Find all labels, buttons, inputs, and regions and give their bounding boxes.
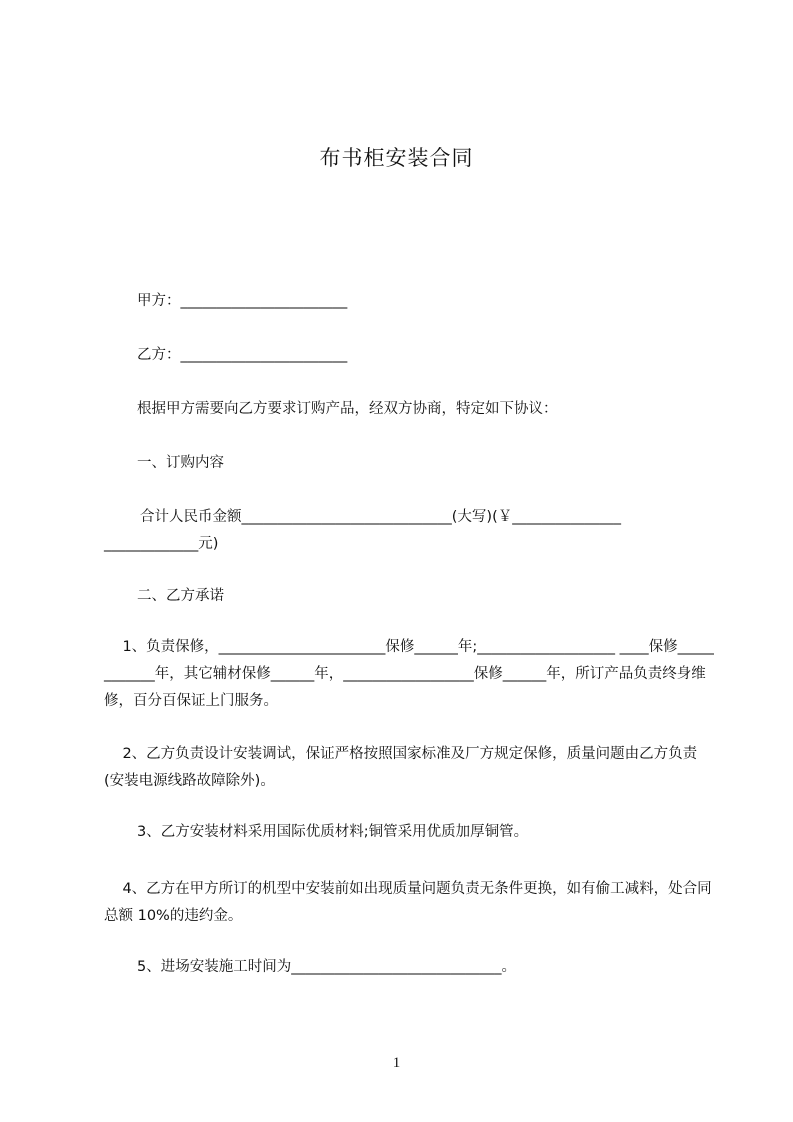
section-1-heading: 一、订购内容 bbox=[137, 455, 224, 471]
amount-line-2: _____________元) bbox=[104, 536, 219, 552]
promise-4-paragraph: 4、乙方在甲方所订的机型中安装前如出现质量问题负责无条件更换，如有偷工减料，处合同总额 10%的违约金。 bbox=[104, 881, 712, 924]
promise-3-paragraph: 3、乙方安装材料采用国际优质材料;铜管采用优质加厚铜管。 bbox=[137, 824, 529, 840]
document-title: 布书柜安装合同 bbox=[319, 146, 474, 170]
amount-line-1: 合计人民币金额_____________________________(大写)(￥_______________ bbox=[140, 509, 621, 525]
promise-2-paragraph: 2、乙方负责设计安装调试，保证严格按照国家标准及厂方规定保修，质量问题由乙方负责(安装电源线路故障除外)。 bbox=[104, 746, 698, 789]
page-number: 1 bbox=[392, 1055, 401, 1071]
party-a-line: 甲方：_______________________ bbox=[137, 293, 348, 309]
promise-1-paragraph: 1、负责保修，_______________________保修______年;___________________ ____保修____________年，其它辅材保修______年，__________________保修______年，所订产品负责终身维修，百分百保证上门服务。 bbox=[104, 639, 714, 709]
intro-text: 根据甲方需要向乙方要求订购产品，经双方协商，特定如下协议： bbox=[137, 401, 558, 417]
section-2-heading: 二、乙方承诺 bbox=[137, 588, 224, 604]
party-b-line: 乙方：_______________________ bbox=[137, 347, 348, 363]
promise-5-paragraph: 5、进场安装施工时间为_____________________________。 bbox=[137, 959, 516, 975]
